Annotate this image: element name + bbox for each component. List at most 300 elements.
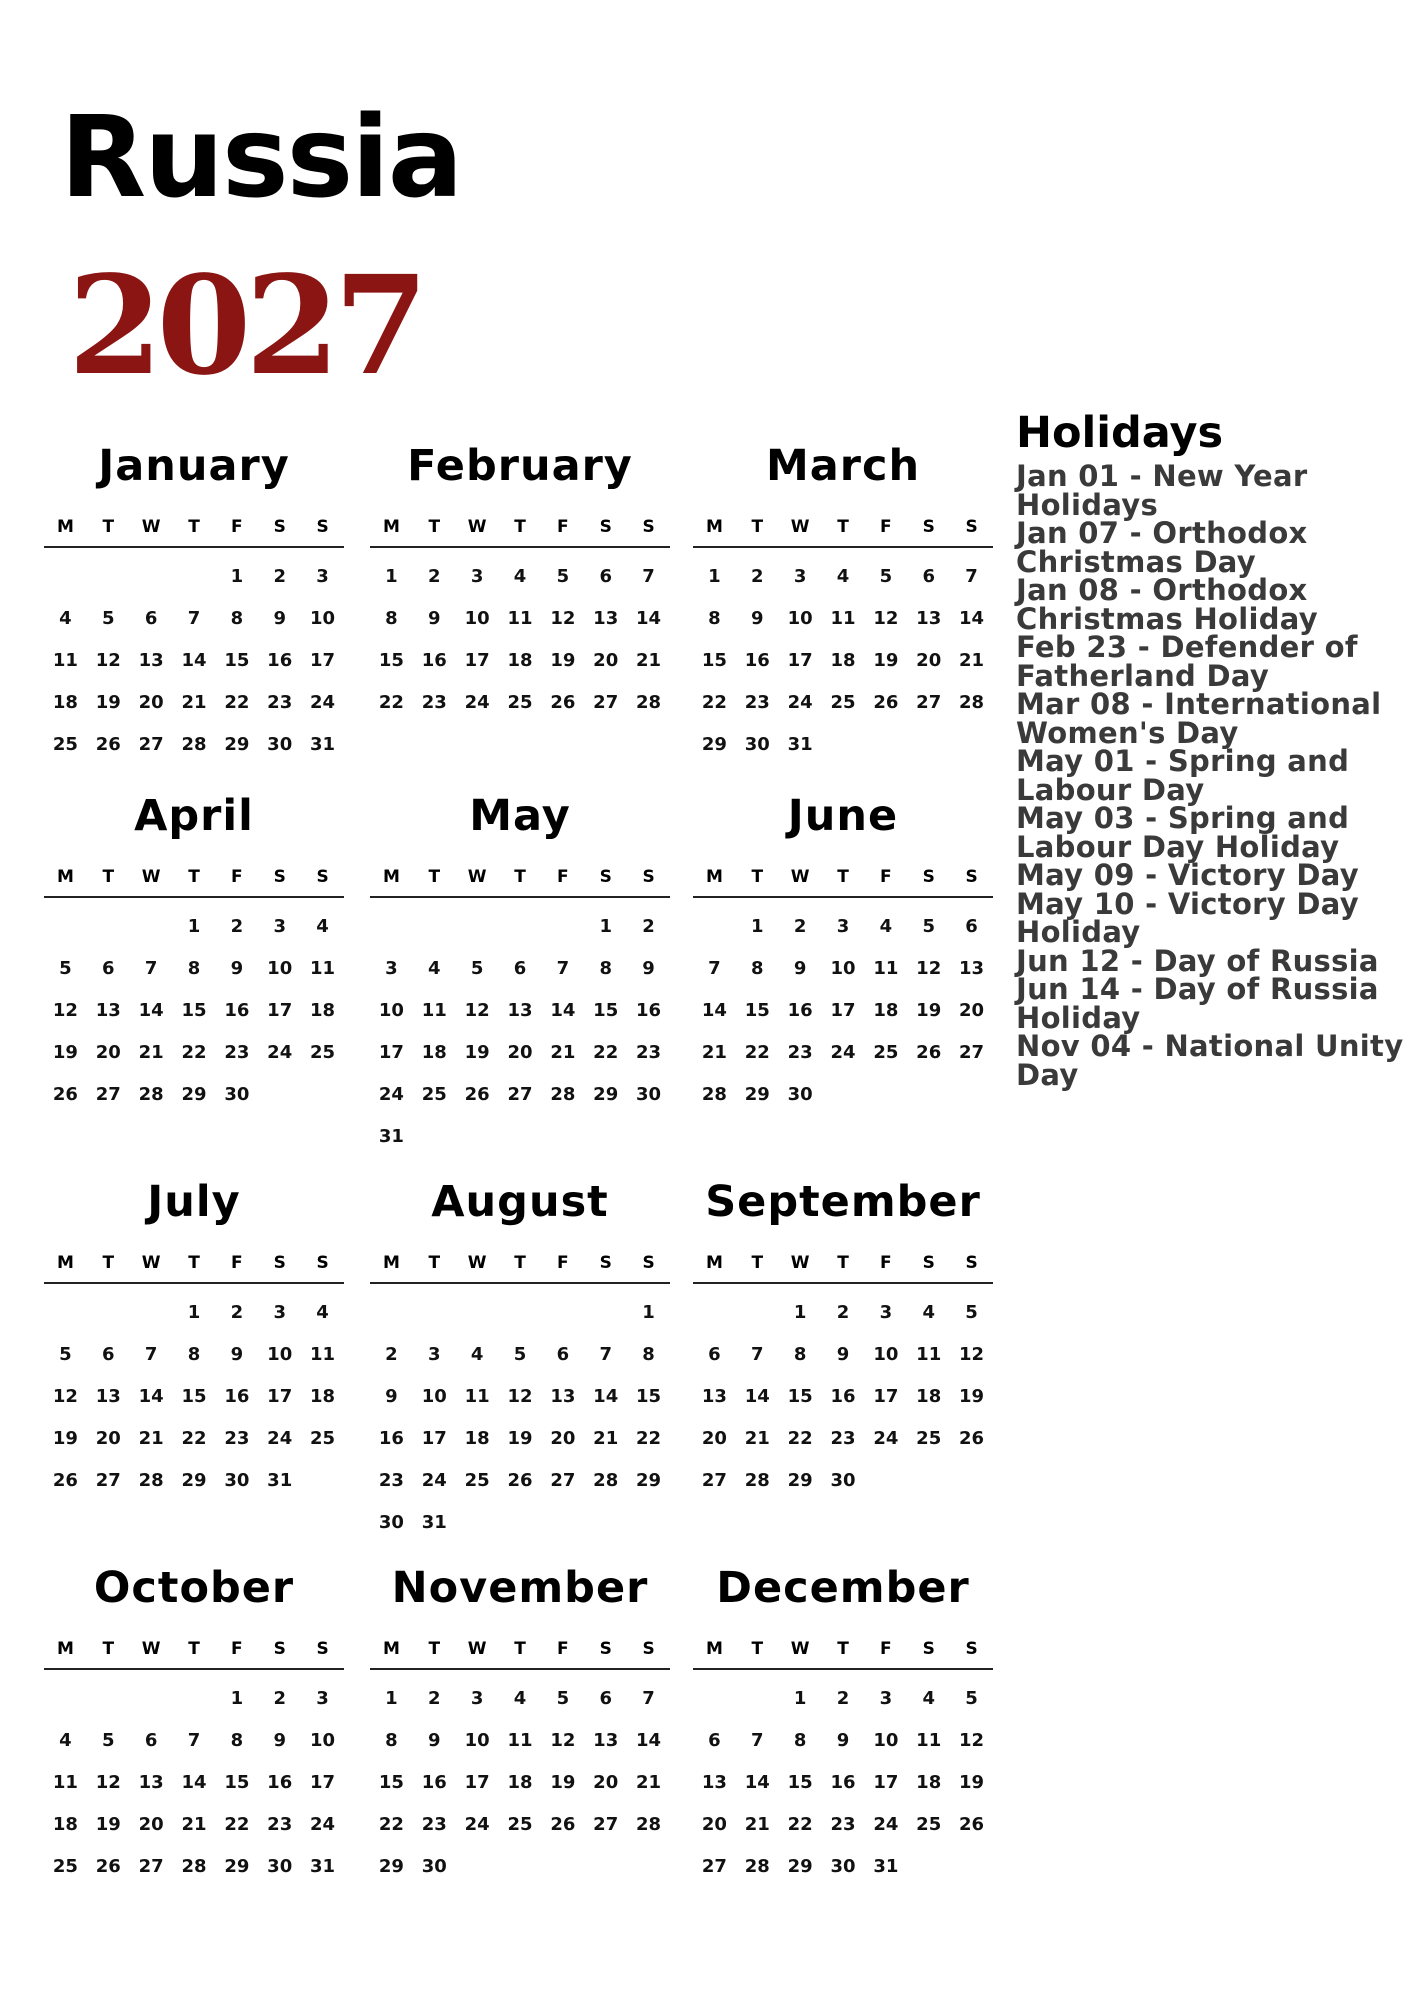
day-number: 31 bbox=[310, 1856, 336, 1877]
day-number: 29 bbox=[181, 1084, 207, 1105]
day-number: 20 bbox=[138, 692, 164, 713]
day-number: 25 bbox=[830, 692, 856, 713]
day-number: 9 bbox=[230, 1344, 244, 1365]
weekday-label: T bbox=[514, 517, 526, 537]
day-number: 12 bbox=[873, 608, 899, 629]
month-name: June bbox=[787, 791, 899, 841]
day-number: 19 bbox=[916, 1000, 942, 1021]
day-number: 7 bbox=[144, 958, 158, 979]
weekday-label: F bbox=[557, 867, 569, 887]
holidays-title: Holidays bbox=[1016, 408, 1224, 458]
day-number: 21 bbox=[636, 1772, 662, 1793]
day-number: 6 bbox=[965, 916, 978, 937]
day-number: 13 bbox=[701, 1386, 727, 1407]
day-number: 10 bbox=[873, 1344, 899, 1365]
day-number: 24 bbox=[378, 1084, 404, 1105]
day-number: 26 bbox=[550, 1814, 576, 1835]
day-number: 5 bbox=[513, 1344, 527, 1365]
day-number: 23 bbox=[378, 1470, 404, 1491]
day-number: 20 bbox=[95, 1428, 121, 1449]
day-number: 3 bbox=[879, 1302, 893, 1323]
day-number: 23 bbox=[421, 692, 447, 713]
day-number: 31 bbox=[310, 734, 336, 755]
empty-day-cell bbox=[413, 906, 456, 948]
day-number: 14 bbox=[181, 1772, 207, 1793]
weekday-label: T bbox=[428, 1639, 441, 1659]
weekday-label: T bbox=[837, 517, 849, 537]
day-number: 8 bbox=[385, 1730, 398, 1751]
empty-day-cell bbox=[173, 556, 216, 598]
day-number: 21 bbox=[181, 1814, 207, 1835]
weekday-label: S bbox=[599, 1253, 612, 1273]
day-number: 11 bbox=[507, 1730, 533, 1751]
day-number: 29 bbox=[593, 1084, 619, 1105]
day-number: 6 bbox=[102, 1344, 115, 1365]
day-grid bbox=[44, 1678, 344, 1888]
weekday-label: S bbox=[922, 1253, 935, 1273]
day-number: 21 bbox=[744, 1814, 770, 1835]
day-number: 9 bbox=[642, 958, 655, 979]
day-number: 8 bbox=[187, 958, 201, 979]
day-number: 13 bbox=[507, 1000, 533, 1021]
day-number: 5 bbox=[556, 1688, 570, 1709]
day-number: 25 bbox=[916, 1428, 942, 1449]
day-number: 7 bbox=[187, 608, 201, 629]
day-number: 25 bbox=[310, 1042, 336, 1063]
day-number: 3 bbox=[836, 916, 850, 937]
weekday-label: S bbox=[922, 1639, 935, 1659]
month-name: October bbox=[93, 1563, 295, 1613]
weekday-label: T bbox=[837, 867, 849, 887]
day-number: 16 bbox=[224, 1386, 250, 1407]
weekday-label: W bbox=[141, 1253, 161, 1273]
day-number: 29 bbox=[181, 1470, 207, 1491]
weekday-label: T bbox=[514, 1253, 526, 1273]
day-number: 31 bbox=[267, 1470, 293, 1491]
day-number: 5 bbox=[965, 1302, 978, 1323]
weekday-label: F bbox=[557, 517, 569, 537]
weekday-label: S bbox=[599, 1639, 612, 1659]
day-number: 13 bbox=[593, 608, 619, 629]
day-number: 6 bbox=[708, 1730, 721, 1751]
day-number: 18 bbox=[52, 1814, 78, 1835]
day-number: 9 bbox=[385, 1386, 398, 1407]
empty-day-cell bbox=[693, 906, 736, 948]
day-number: 1 bbox=[230, 566, 244, 587]
day-number: 2 bbox=[230, 916, 244, 937]
day-number: 21 bbox=[959, 650, 985, 671]
day-number: 1 bbox=[708, 566, 721, 587]
weekday-label: M bbox=[705, 1639, 723, 1659]
day-number: 1 bbox=[793, 1688, 807, 1709]
weekday-label: S bbox=[599, 867, 612, 887]
weekday-label: M bbox=[705, 1253, 723, 1273]
day-number: 21 bbox=[181, 692, 207, 713]
day-number: 11 bbox=[310, 1344, 336, 1365]
day-number: 12 bbox=[507, 1386, 533, 1407]
day-number: 6 bbox=[102, 958, 115, 979]
day-number: 3 bbox=[793, 566, 807, 587]
weekday-label: T bbox=[751, 517, 764, 537]
day-number: 14 bbox=[181, 650, 207, 671]
weekday-label: T bbox=[102, 1253, 115, 1273]
day-number: 12 bbox=[959, 1344, 985, 1365]
day-number: 8 bbox=[708, 608, 721, 629]
weekday-label: W bbox=[790, 1253, 810, 1273]
day-number: 1 bbox=[793, 1302, 807, 1323]
day-number: 29 bbox=[744, 1084, 770, 1105]
day-number: 27 bbox=[138, 734, 164, 755]
day-number: 10 bbox=[464, 608, 490, 629]
day-number: 28 bbox=[181, 734, 207, 755]
day-number: 13 bbox=[916, 608, 942, 629]
day-number: 17 bbox=[873, 1386, 899, 1407]
day-number: 7 bbox=[642, 566, 655, 587]
day-number: 16 bbox=[636, 1000, 662, 1021]
day-number: 3 bbox=[316, 566, 329, 587]
day-number: 8 bbox=[187, 1344, 201, 1365]
weekday-label: S bbox=[922, 517, 935, 537]
holidays-list bbox=[1016, 459, 1408, 1092]
weekday-label: F bbox=[231, 1639, 243, 1659]
month-may bbox=[370, 790, 670, 1158]
day-number: 19 bbox=[95, 692, 121, 713]
day-number: 4 bbox=[879, 916, 893, 937]
month-name: May bbox=[469, 791, 571, 841]
day-number: 14 bbox=[138, 1000, 164, 1021]
day-number: 29 bbox=[224, 734, 250, 755]
empty-day-cell bbox=[44, 1678, 87, 1720]
weekday-label: S bbox=[922, 867, 935, 887]
day-number: 10 bbox=[421, 1386, 447, 1407]
day-number: 27 bbox=[959, 1042, 985, 1063]
holiday-item: Jan 07 - Orthodox Christmas Day bbox=[1016, 516, 1308, 579]
day-number: 2 bbox=[793, 916, 807, 937]
weekday-label: F bbox=[231, 1253, 243, 1273]
day-number: 14 bbox=[593, 1386, 619, 1407]
day-number: 15 bbox=[787, 1772, 813, 1793]
day-number: 13 bbox=[701, 1772, 727, 1793]
empty-day-cell bbox=[736, 1678, 779, 1720]
day-number: 28 bbox=[138, 1084, 164, 1105]
day-number: 5 bbox=[879, 566, 893, 587]
day-number: 8 bbox=[385, 608, 398, 629]
day-number: 19 bbox=[959, 1386, 985, 1407]
day-number: 4 bbox=[922, 1688, 935, 1709]
empty-day-cell bbox=[499, 906, 542, 948]
day-grid bbox=[693, 1678, 993, 1888]
day-number: 15 bbox=[701, 650, 727, 671]
day-number: 4 bbox=[513, 1688, 527, 1709]
month-august bbox=[370, 1176, 670, 1544]
day-number: 22 bbox=[787, 1428, 813, 1449]
day-number: 17 bbox=[873, 1772, 899, 1793]
day-number: 24 bbox=[830, 1042, 856, 1063]
empty-day-cell bbox=[130, 556, 173, 598]
day-number: 30 bbox=[267, 1856, 293, 1877]
day-number: 18 bbox=[464, 1428, 490, 1449]
empty-day-cell bbox=[456, 906, 499, 948]
holiday-item: Jan 08 - Orthodox Christmas Holiday bbox=[1016, 573, 1318, 636]
day-number: 11 bbox=[52, 650, 78, 671]
day-number: 20 bbox=[593, 1772, 619, 1793]
weekday-label: T bbox=[837, 1253, 849, 1273]
day-number: 6 bbox=[513, 958, 527, 979]
weekday-label: T bbox=[188, 517, 200, 537]
month-name: February bbox=[407, 441, 633, 491]
day-number: 5 bbox=[102, 608, 115, 629]
day-grid bbox=[44, 556, 344, 766]
weekday-header bbox=[693, 516, 993, 548]
day-number: 18 bbox=[310, 1000, 336, 1021]
day-number: 28 bbox=[550, 1084, 576, 1105]
weekday-label: T bbox=[102, 517, 115, 537]
day-number: 6 bbox=[922, 566, 935, 587]
day-number: 7 bbox=[965, 566, 978, 587]
day-number: 30 bbox=[636, 1084, 662, 1105]
weekday-header bbox=[370, 516, 670, 548]
day-number: 11 bbox=[52, 1772, 78, 1793]
day-number: 21 bbox=[701, 1042, 727, 1063]
day-number: 26 bbox=[464, 1084, 490, 1105]
day-number: 4 bbox=[316, 1302, 329, 1323]
day-number: 15 bbox=[224, 1772, 250, 1793]
day-number: 1 bbox=[599, 916, 612, 937]
day-number: 22 bbox=[787, 1814, 813, 1835]
empty-day-cell bbox=[130, 1292, 173, 1334]
weekday-label: S bbox=[316, 1253, 329, 1273]
day-number: 28 bbox=[636, 1814, 662, 1835]
day-number: 20 bbox=[138, 1814, 164, 1835]
month-name: March bbox=[765, 441, 921, 491]
country-title: Russia bbox=[60, 93, 462, 223]
day-number: 9 bbox=[836, 1344, 850, 1365]
day-number: 18 bbox=[916, 1386, 942, 1407]
empty-day-cell bbox=[370, 1292, 413, 1334]
weekday-label: S bbox=[965, 1253, 978, 1273]
day-number: 5 bbox=[59, 1344, 72, 1365]
day-number: 13 bbox=[95, 1000, 121, 1021]
empty-day-cell bbox=[130, 1678, 173, 1720]
day-number: 27 bbox=[507, 1084, 533, 1105]
weekday-label: T bbox=[514, 867, 526, 887]
day-number: 28 bbox=[744, 1856, 770, 1877]
day-number: 11 bbox=[916, 1344, 942, 1365]
holiday-item: May 09 - Victory Day bbox=[1016, 858, 1359, 892]
day-number: 27 bbox=[593, 692, 619, 713]
weekday-label: T bbox=[751, 1639, 764, 1659]
day-number: 18 bbox=[310, 1386, 336, 1407]
day-number: 26 bbox=[95, 734, 121, 755]
day-number: 1 bbox=[230, 1688, 244, 1709]
weekday-label: S bbox=[273, 1253, 286, 1273]
day-number: 10 bbox=[310, 608, 336, 629]
day-number: 7 bbox=[144, 1344, 158, 1365]
weekday-header bbox=[370, 866, 670, 898]
day-number: 25 bbox=[916, 1814, 942, 1835]
day-grid bbox=[44, 1292, 344, 1502]
day-number: 23 bbox=[267, 1814, 293, 1835]
day-number: 30 bbox=[421, 1856, 447, 1877]
day-number: 19 bbox=[873, 650, 899, 671]
day-number: 1 bbox=[187, 1302, 201, 1323]
day-number: 22 bbox=[701, 692, 727, 713]
holiday-item: Jun 14 - Day of Russia Holiday bbox=[1016, 972, 1379, 1035]
weekday-label: S bbox=[273, 867, 286, 887]
day-number: 12 bbox=[95, 650, 121, 671]
day-number: 26 bbox=[550, 692, 576, 713]
weekday-label: W bbox=[467, 1253, 487, 1273]
day-number: 15 bbox=[378, 1772, 404, 1793]
day-number: 4 bbox=[513, 566, 527, 587]
empty-day-cell bbox=[87, 556, 130, 598]
weekday-label: M bbox=[382, 517, 400, 537]
day-number: 2 bbox=[230, 1302, 244, 1323]
day-number: 15 bbox=[787, 1386, 813, 1407]
day-number: 13 bbox=[593, 1730, 619, 1751]
day-number: 3 bbox=[385, 958, 398, 979]
day-number: 25 bbox=[421, 1084, 447, 1105]
day-number: 23 bbox=[830, 1428, 856, 1449]
day-number: 6 bbox=[599, 1688, 612, 1709]
month-name: January bbox=[98, 441, 290, 491]
day-number: 17 bbox=[464, 650, 490, 671]
weekday-label: M bbox=[56, 517, 74, 537]
weekday-label: S bbox=[316, 1639, 329, 1659]
day-number: 19 bbox=[52, 1428, 78, 1449]
weekday-header bbox=[693, 1252, 993, 1284]
empty-day-cell bbox=[693, 1678, 736, 1720]
month-name: August bbox=[431, 1177, 609, 1227]
month-february bbox=[370, 440, 670, 724]
day-grid bbox=[693, 1292, 993, 1502]
weekday-label: T bbox=[751, 867, 764, 887]
weekday-label: T bbox=[837, 1639, 849, 1659]
weekday-label: W bbox=[467, 517, 487, 537]
day-number: 23 bbox=[830, 1814, 856, 1835]
day-number: 21 bbox=[138, 1042, 164, 1063]
day-number: 22 bbox=[636, 1428, 662, 1449]
day-number: 17 bbox=[787, 650, 813, 671]
day-number: 9 bbox=[273, 1730, 286, 1751]
day-number: 16 bbox=[421, 650, 447, 671]
day-grid bbox=[370, 906, 670, 1158]
day-number: 19 bbox=[550, 650, 576, 671]
day-number: 27 bbox=[916, 692, 942, 713]
month-name: April bbox=[134, 791, 254, 841]
day-number: 3 bbox=[273, 916, 286, 937]
day-number: 19 bbox=[550, 1772, 576, 1793]
day-number: 2 bbox=[273, 566, 286, 587]
month-june bbox=[693, 790, 993, 1116]
day-number: 20 bbox=[701, 1814, 727, 1835]
weekday-label: W bbox=[790, 517, 810, 537]
day-number: 2 bbox=[385, 1344, 398, 1365]
day-number: 25 bbox=[464, 1470, 490, 1491]
day-number: 2 bbox=[751, 566, 764, 587]
month-october bbox=[44, 1562, 344, 1888]
empty-day-cell bbox=[499, 1292, 542, 1334]
weekday-label: F bbox=[880, 867, 892, 887]
holidays-panel bbox=[1016, 408, 1408, 1092]
weekday-header bbox=[693, 866, 993, 898]
weekday-label: S bbox=[642, 517, 655, 537]
day-number: 23 bbox=[224, 1042, 250, 1063]
day-number: 8 bbox=[599, 958, 612, 979]
day-number: 18 bbox=[507, 1772, 533, 1793]
day-number: 21 bbox=[744, 1428, 770, 1449]
day-number: 14 bbox=[550, 1000, 576, 1021]
day-number: 14 bbox=[138, 1386, 164, 1407]
weekday-label: M bbox=[705, 867, 723, 887]
day-number: 18 bbox=[52, 692, 78, 713]
day-number: 24 bbox=[873, 1814, 899, 1835]
day-number: 16 bbox=[830, 1772, 856, 1793]
day-number: 21 bbox=[138, 1428, 164, 1449]
day-number: 7 bbox=[751, 1344, 764, 1365]
empty-day-cell bbox=[44, 556, 87, 598]
day-number: 27 bbox=[95, 1084, 121, 1105]
day-number: 7 bbox=[751, 1730, 764, 1751]
day-number: 8 bbox=[230, 1730, 244, 1751]
weekday-label: M bbox=[56, 867, 74, 887]
day-number: 13 bbox=[95, 1386, 121, 1407]
empty-day-cell bbox=[87, 1678, 130, 1720]
day-number: 3 bbox=[879, 1688, 893, 1709]
day-number: 5 bbox=[556, 566, 570, 587]
day-number: 27 bbox=[701, 1470, 727, 1491]
day-number: 12 bbox=[52, 1000, 78, 1021]
month-december bbox=[693, 1562, 993, 1888]
weekday-label: S bbox=[599, 517, 612, 537]
day-number: 25 bbox=[873, 1042, 899, 1063]
weekday-label: M bbox=[382, 1253, 400, 1273]
day-number: 11 bbox=[310, 958, 336, 979]
weekday-label: M bbox=[56, 1253, 74, 1273]
day-number: 13 bbox=[138, 650, 164, 671]
day-number: 7 bbox=[556, 958, 570, 979]
weekday-label: S bbox=[965, 1639, 978, 1659]
day-number: 5 bbox=[470, 958, 484, 979]
day-number: 20 bbox=[916, 650, 942, 671]
day-number: 26 bbox=[959, 1428, 985, 1449]
day-number: 14 bbox=[636, 608, 662, 629]
day-number: 9 bbox=[793, 958, 807, 979]
day-number: 26 bbox=[52, 1470, 78, 1491]
day-number: 12 bbox=[550, 1730, 576, 1751]
weekday-label: S bbox=[965, 517, 978, 537]
weekday-label: S bbox=[273, 1639, 286, 1659]
month-name: July bbox=[147, 1177, 241, 1227]
day-number: 20 bbox=[95, 1042, 121, 1063]
month-march bbox=[693, 440, 993, 766]
day-number: 30 bbox=[830, 1856, 856, 1877]
day-grid bbox=[693, 906, 993, 1116]
empty-day-cell bbox=[173, 1678, 216, 1720]
day-number: 14 bbox=[744, 1772, 770, 1793]
weekday-label: T bbox=[751, 1253, 764, 1273]
month-name: November bbox=[391, 1563, 649, 1613]
weekday-label: F bbox=[231, 517, 243, 537]
weekday-label: S bbox=[642, 1253, 655, 1273]
weekday-label: T bbox=[428, 517, 441, 537]
day-number: 30 bbox=[224, 1470, 250, 1491]
day-number: 26 bbox=[916, 1042, 942, 1063]
day-number: 10 bbox=[830, 958, 856, 979]
day-number: 23 bbox=[787, 1042, 813, 1063]
day-number: 1 bbox=[385, 1688, 398, 1709]
day-number: 19 bbox=[464, 1042, 490, 1063]
